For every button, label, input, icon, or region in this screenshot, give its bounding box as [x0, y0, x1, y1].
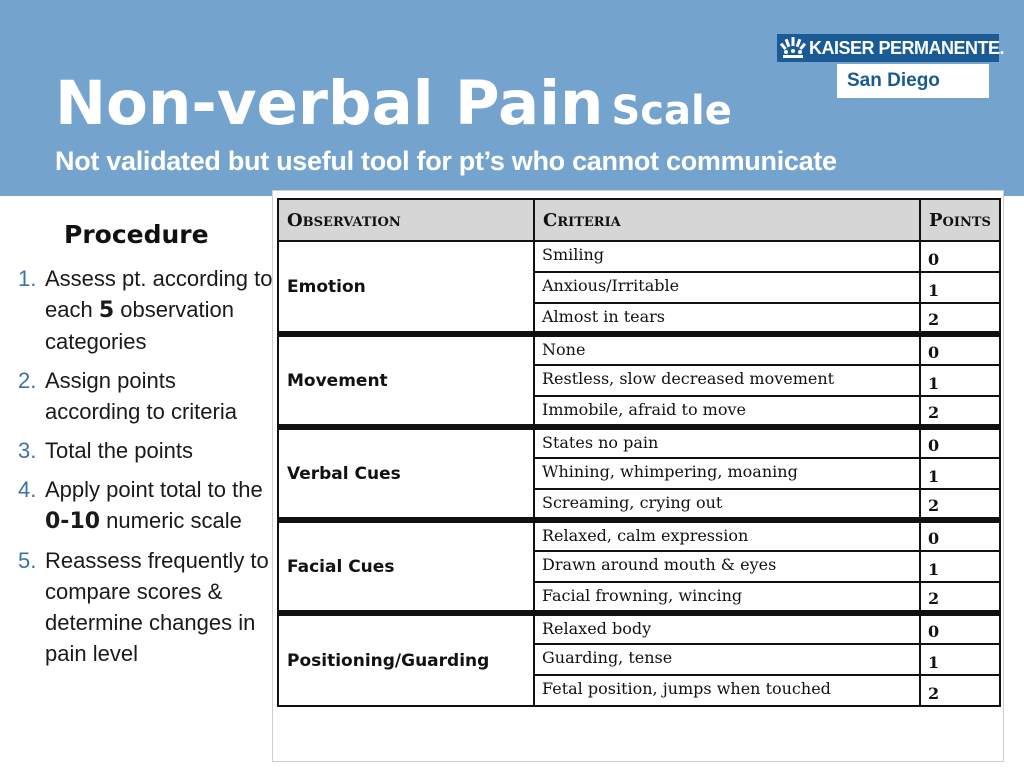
step-number: 1.	[18, 266, 37, 291]
points-cell: 1	[920, 458, 1000, 489]
criteria-cell: Anxious/Irritable	[534, 272, 920, 303]
header-criteria: Criteria	[534, 199, 920, 241]
sunburst-icon	[780, 36, 806, 60]
points-cell: 1	[920, 365, 1000, 396]
procedure-steps	[18, 263, 273, 677]
table-row	[278, 334, 1000, 365]
kaiser-logo	[777, 34, 1005, 98]
points-cell: 2	[920, 303, 1000, 334]
criteria-cell: Immobile, afraid to move	[534, 396, 920, 427]
points-cell: 0	[920, 241, 1000, 272]
criteria-cell: Fetal position, jumps when touched	[534, 675, 920, 706]
criteria-cell: Smiling	[534, 241, 920, 272]
logo-wordmark: KAISER PERMANENTE.	[809, 38, 1005, 58]
step-number: 5.	[18, 548, 37, 573]
step-text-end: numeric scale	[100, 508, 242, 533]
step-text: Assess pt. according to each	[45, 266, 273, 322]
criteria-cell: Drawn around mouth & eyes	[534, 551, 920, 582]
observation-cell: Verbal Cues	[278, 427, 534, 520]
criteria-cell: States no pain	[534, 427, 920, 458]
observation-cell: Emotion	[278, 241, 534, 334]
table-row	[278, 427, 1000, 458]
title-main: Non-verbal Pain	[55, 68, 604, 139]
criteria-cell: Screaming, crying out	[534, 489, 920, 520]
step-text: Apply point total to the	[45, 477, 263, 502]
step-number: 3.	[18, 438, 37, 463]
points-cell: 2	[920, 675, 1000, 706]
header-observation: Observation	[278, 199, 534, 241]
points-cell: 0	[920, 334, 1000, 365]
procedure-step	[18, 435, 273, 466]
step-emphasis: 0-10	[45, 509, 101, 534]
points-cell: 0	[920, 613, 1000, 644]
points-cell: 1	[920, 551, 1000, 582]
criteria-cell: Facial frowning, wincing	[534, 582, 920, 613]
procedure-step	[18, 474, 273, 537]
header-points: Points	[920, 199, 1000, 241]
points-cell: 2	[920, 489, 1000, 520]
table-row	[278, 613, 1000, 644]
procedure-step	[18, 545, 273, 669]
points-cell: 0	[920, 427, 1000, 458]
step-emphasis: 5	[98, 298, 115, 323]
observation-cell: Positioning/Guarding	[278, 613, 534, 706]
criteria-cell: Whining, whimpering, moaning	[534, 458, 920, 489]
step-text: Total the points	[45, 438, 193, 463]
procedure-step	[18, 263, 273, 357]
logo-region: San Diego	[847, 70, 940, 91]
table-row	[278, 520, 1000, 551]
procedure-step	[18, 365, 273, 427]
step-text: Assign points according to criteria	[45, 368, 237, 424]
criteria-cell: Relaxed body	[534, 613, 920, 644]
points-cell: 2	[920, 396, 1000, 427]
step-text: Reassess frequently to compare scores & determine changes in pain level	[45, 548, 269, 666]
step-number: 4.	[18, 477, 37, 502]
pain-scale-table	[277, 198, 1001, 707]
procedure-heading: Procedure	[64, 220, 209, 249]
table-row	[278, 241, 1000, 272]
page-title	[55, 68, 732, 139]
points-cell: 1	[920, 272, 1000, 303]
points-cell: 2	[920, 582, 1000, 613]
title-suffix: Scale	[611, 88, 732, 134]
pain-scale-table-container	[272, 190, 1004, 762]
observation-cell: Movement	[278, 334, 534, 427]
criteria-cell: None	[534, 334, 920, 365]
table-header-row	[278, 199, 1000, 241]
points-cell: 0	[920, 520, 1000, 551]
criteria-cell: Almost in tears	[534, 303, 920, 334]
points-cell: 1	[920, 644, 1000, 675]
step-text-end: observation categories	[45, 297, 234, 354]
page-subtitle: Not validated but useful tool for pt’s who cannot communicate	[55, 146, 837, 176]
criteria-cell: Guarding, tense	[534, 644, 920, 675]
observation-cell: Facial Cues	[278, 520, 534, 613]
criteria-cell: Restless, slow decreased movement	[534, 365, 920, 396]
title-banner	[0, 0, 1024, 196]
step-number: 2.	[18, 368, 37, 393]
criteria-cell: Relaxed, calm expression	[534, 520, 920, 551]
